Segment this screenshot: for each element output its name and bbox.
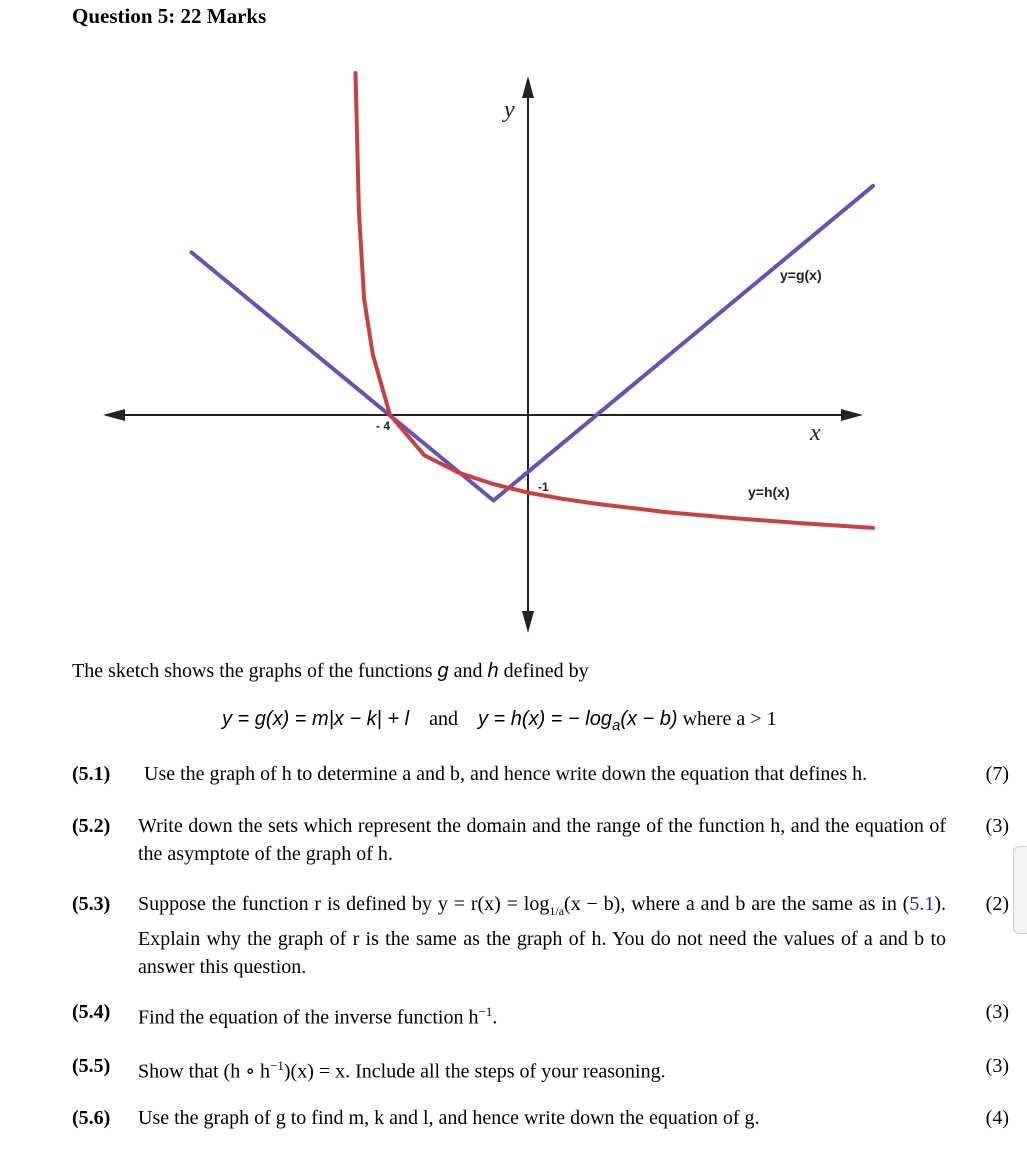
h-curve: [356, 73, 874, 528]
tick-label: -1: [538, 480, 549, 495]
graph-labels: [376, 97, 822, 500]
h-definition: y = h(x) = − log: [478, 708, 612, 730]
function-definitions: [222, 708, 777, 734]
x-axis-left-arrow: [103, 409, 125, 421]
y-axis-up-arrow: [522, 76, 534, 98]
h-base: a: [611, 717, 621, 734]
axes: [103, 76, 863, 633]
g-definition: y = g(x) = m|x − k| + l: [222, 708, 410, 730]
h-curve-label: y=h(x): [748, 484, 790, 500]
log-base: 1/a: [549, 904, 565, 918]
question-marks: (4): [985, 1107, 1009, 1129]
condition: where a > 1: [677, 708, 777, 730]
question-marks: (2): [985, 893, 1009, 915]
question-text: Show that (h ∘ $h^{-1})(x) = x$. Include all the steps of your reasoning.: [138, 1058, 666, 1083]
reference-link[interactable]: 5.1: [909, 893, 935, 915]
question-text: Write down the sets which represent the domain and the range of the function h, and the equation of the asymptote of the graph of h.: [138, 815, 946, 865]
x-axis-right-arrow: [841, 409, 863, 421]
question-text: Find the equation of the inverse function $h^{-1}$.: [138, 1004, 498, 1029]
y-axis-down-arrow: [522, 611, 534, 633]
h-argument: (x − b): [620, 708, 678, 730]
question-text: Use the graph of h to determine a and b, and hence write down the equation that defines h.: [144, 763, 868, 785]
and-word: and: [429, 708, 458, 730]
x-axis-label: x: [810, 420, 821, 446]
question-number: (5.2): [72, 815, 111, 837]
intro-text: The sketch shows the graphs of the functions g and h defined by: [72, 660, 589, 682]
question-text: Suppose the function r is defined by $y = r(x) = \log_{1/a}(x - b)$, where a and b are the same as in (5.1). Explain why the graph of r is the same as the graph of h. You do not need the values of a and b to answer this question.: [138, 893, 947, 978]
question-heading: Question 5: 22 Marks: [72, 4, 267, 28]
question-number: (5.6): [72, 1107, 111, 1129]
g-curve-label: y=g(x): [780, 267, 822, 283]
question-text: Use the graph of g to find m, k and l, and hence write down the equation of g.: [138, 1107, 760, 1129]
question-number: (5.3): [72, 893, 111, 915]
question-number: (5.5): [72, 1055, 111, 1077]
g-curve: [192, 186, 873, 501]
tick-label: - 4: [376, 419, 391, 433]
side-scroll-tab[interactable]: [1013, 846, 1027, 934]
question-marks: (7): [985, 763, 1009, 785]
question-marks: (3): [985, 1055, 1009, 1077]
y-axis-label: y: [504, 97, 515, 123]
question-number: (5.1): [72, 763, 111, 785]
question-marks: (3): [985, 1001, 1009, 1023]
curves: [192, 73, 873, 528]
question-number: (5.4): [72, 1001, 111, 1023]
question-marks: (3): [985, 815, 1009, 837]
